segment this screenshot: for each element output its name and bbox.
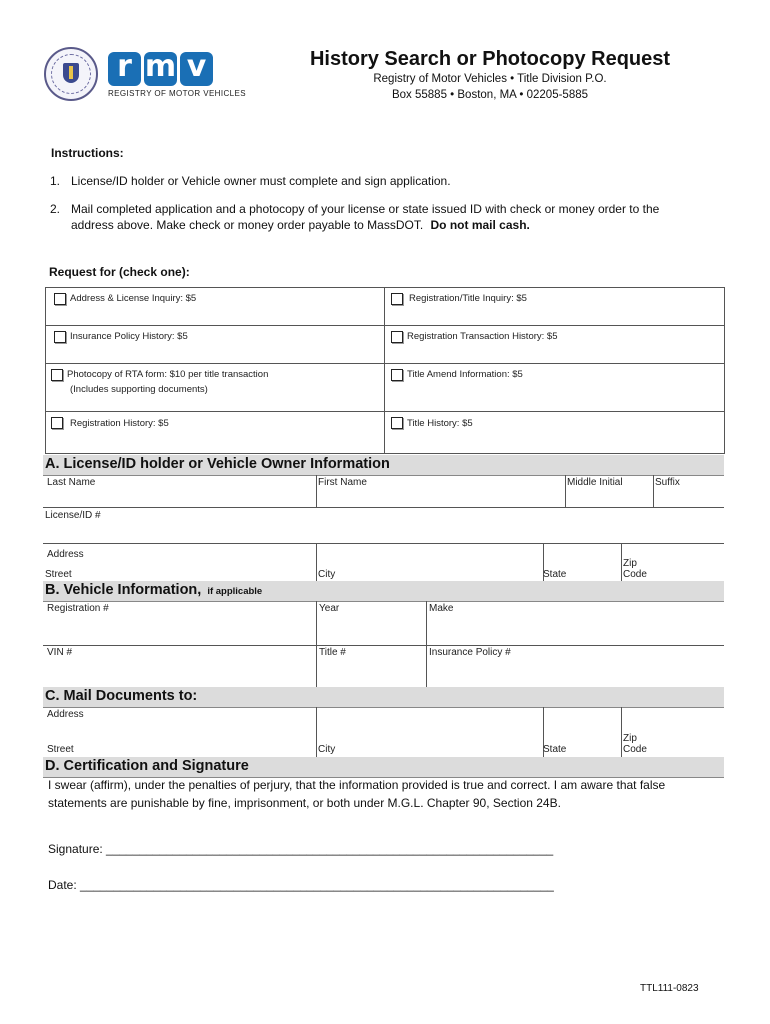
option-title-history-checkbox[interactable]: [391, 417, 403, 429]
option-registration-title-label: Registration/Title Inquiry: $5: [409, 293, 527, 304]
option-title-amend-label: Title Amend Information: $5: [407, 369, 523, 380]
section-d-header: [43, 757, 724, 778]
option-registration-history-checkbox[interactable]: [51, 417, 63, 429]
address-label: Address: [47, 549, 84, 560]
rmv-logo-r: r: [108, 52, 141, 86]
suffix-field[interactable]: Suffix: [655, 477, 680, 488]
option-insurance-policy-label: Insurance Policy History: $5: [70, 331, 188, 342]
section-b-header: [43, 581, 724, 602]
instruction-1-number: 1.: [50, 174, 61, 188]
insurance-policy-field[interactable]: Insurance Policy #: [429, 647, 511, 658]
mail-street-field[interactable]: Street: [47, 744, 74, 755]
request-options-grid: [45, 287, 725, 454]
first-name-field[interactable]: First Name: [318, 477, 367, 488]
state-field[interactable]: State: [543, 569, 567, 580]
vin-field[interactable]: VIN #: [47, 647, 73, 658]
option-title-amend-checkbox[interactable]: [391, 369, 403, 381]
rmv-logo-m: m: [144, 49, 177, 84]
date-field[interactable]: Date: _______________________________________________________________________: [48, 878, 554, 892]
signature-field[interactable]: Signature: ___________________________________________________________________: [48, 842, 554, 856]
section-a-fields: [43, 475, 724, 581]
page-title: History Search or Photocopy Request: [309, 48, 671, 70]
section-b-title: B. Vehicle Information,: [45, 582, 202, 598]
instruction-2-text: address above. Make check or money order payable to MassDOT.: [71, 218, 424, 232]
address-line-1: Registry of Motor Vehicles • Title Division P.O.: [373, 73, 607, 85]
registration-field[interactable]: Registration #: [47, 603, 109, 614]
street-field[interactable]: Street: [45, 569, 72, 580]
city-field[interactable]: City: [318, 569, 336, 580]
option-registration-transaction-checkbox[interactable]: [391, 331, 403, 343]
massachusetts-seal-icon: [44, 47, 98, 101]
option-photocopy-rta-checkbox[interactable]: [51, 369, 63, 381]
option-insurance-policy-checkbox[interactable]: [54, 331, 66, 343]
section-c-header: [43, 687, 724, 708]
mail-city-field[interactable]: City: [318, 744, 336, 755]
middle-initial-field[interactable]: Middle Initial: [567, 477, 623, 488]
last-name-field[interactable]: Last Name: [47, 477, 96, 488]
option-registration-title-checkbox[interactable]: [391, 293, 403, 305]
section-b-note: if applicable: [207, 586, 263, 597]
option-registration-transaction-label: Registration Transaction History: $5: [407, 331, 558, 342]
instruction-1: License/ID holder or Vehicle owner must complete and sign application.: [71, 174, 451, 188]
license-id-field[interactable]: License/ID #: [45, 510, 101, 521]
address-line-2: Box 55885 • Boston, MA • 02205-5885: [391, 89, 589, 101]
mail-address-label: Address: [47, 709, 84, 720]
title-number-field[interactable]: Title #: [319, 647, 346, 658]
option-address-license-checkbox[interactable]: [54, 293, 66, 305]
make-field[interactable]: Make: [429, 603, 454, 614]
instruction-2-number: 2.: [50, 202, 61, 216]
mail-zip-code-field[interactable]: Code: [623, 744, 647, 755]
option-photocopy-rta-label: Photocopy of RTA form: $10 per title transaction: [67, 369, 269, 380]
mail-zip-label: Zip: [623, 733, 637, 744]
option-title-history-label: Title History: $5: [407, 418, 473, 429]
mail-state-field[interactable]: State: [543, 744, 567, 755]
section-d-title: D. Certification and Signature: [45, 758, 249, 774]
instructions-heading: Instructions:: [51, 146, 124, 160]
certification-text-line-1: I swear (affirm), under the penalties of perjury, that the information provided is true and correct. I am aware that false: [48, 778, 666, 792]
zip-label: Zip: [623, 558, 637, 569]
form-code: TTL111-0823: [640, 983, 699, 994]
rmv-logo-v: v: [180, 52, 213, 86]
year-field[interactable]: Year: [319, 603, 340, 614]
section-c-title: C. Mail Documents to:: [45, 688, 198, 704]
section-a-title: A. License/ID holder or Vehicle Owner Information: [45, 456, 390, 472]
option-registration-history-label: Registration History: $5: [70, 418, 169, 429]
request-heading: Request for (check one):: [49, 265, 190, 279]
instruction-2-line-2: [71, 218, 530, 232]
certification-text-line-2: statements are punishable by fine, imprisonment, or both under M.G.L. Chapter 90, Section 24B.: [48, 796, 561, 810]
section-b-title-wrap: [45, 582, 262, 598]
instruction-2-warning: Do not mail cash.: [430, 218, 530, 232]
section-b-fields: [43, 601, 724, 688]
option-photocopy-rta-sublabel: (Includes supporting documents): [70, 384, 208, 395]
rmv-logo-subtitle: REGISTRY OF MOTOR VEHICLES: [108, 89, 246, 98]
option-address-license-label: Address & License Inquiry: $5: [70, 293, 197, 304]
zip-code-field[interactable]: Code: [623, 569, 647, 580]
section-c-fields: [43, 707, 724, 757]
section-a-header: [43, 455, 724, 476]
instruction-2-line-1: Mail completed application and a photocopy of your license or state issued ID with check or money order to the: [71, 202, 660, 216]
